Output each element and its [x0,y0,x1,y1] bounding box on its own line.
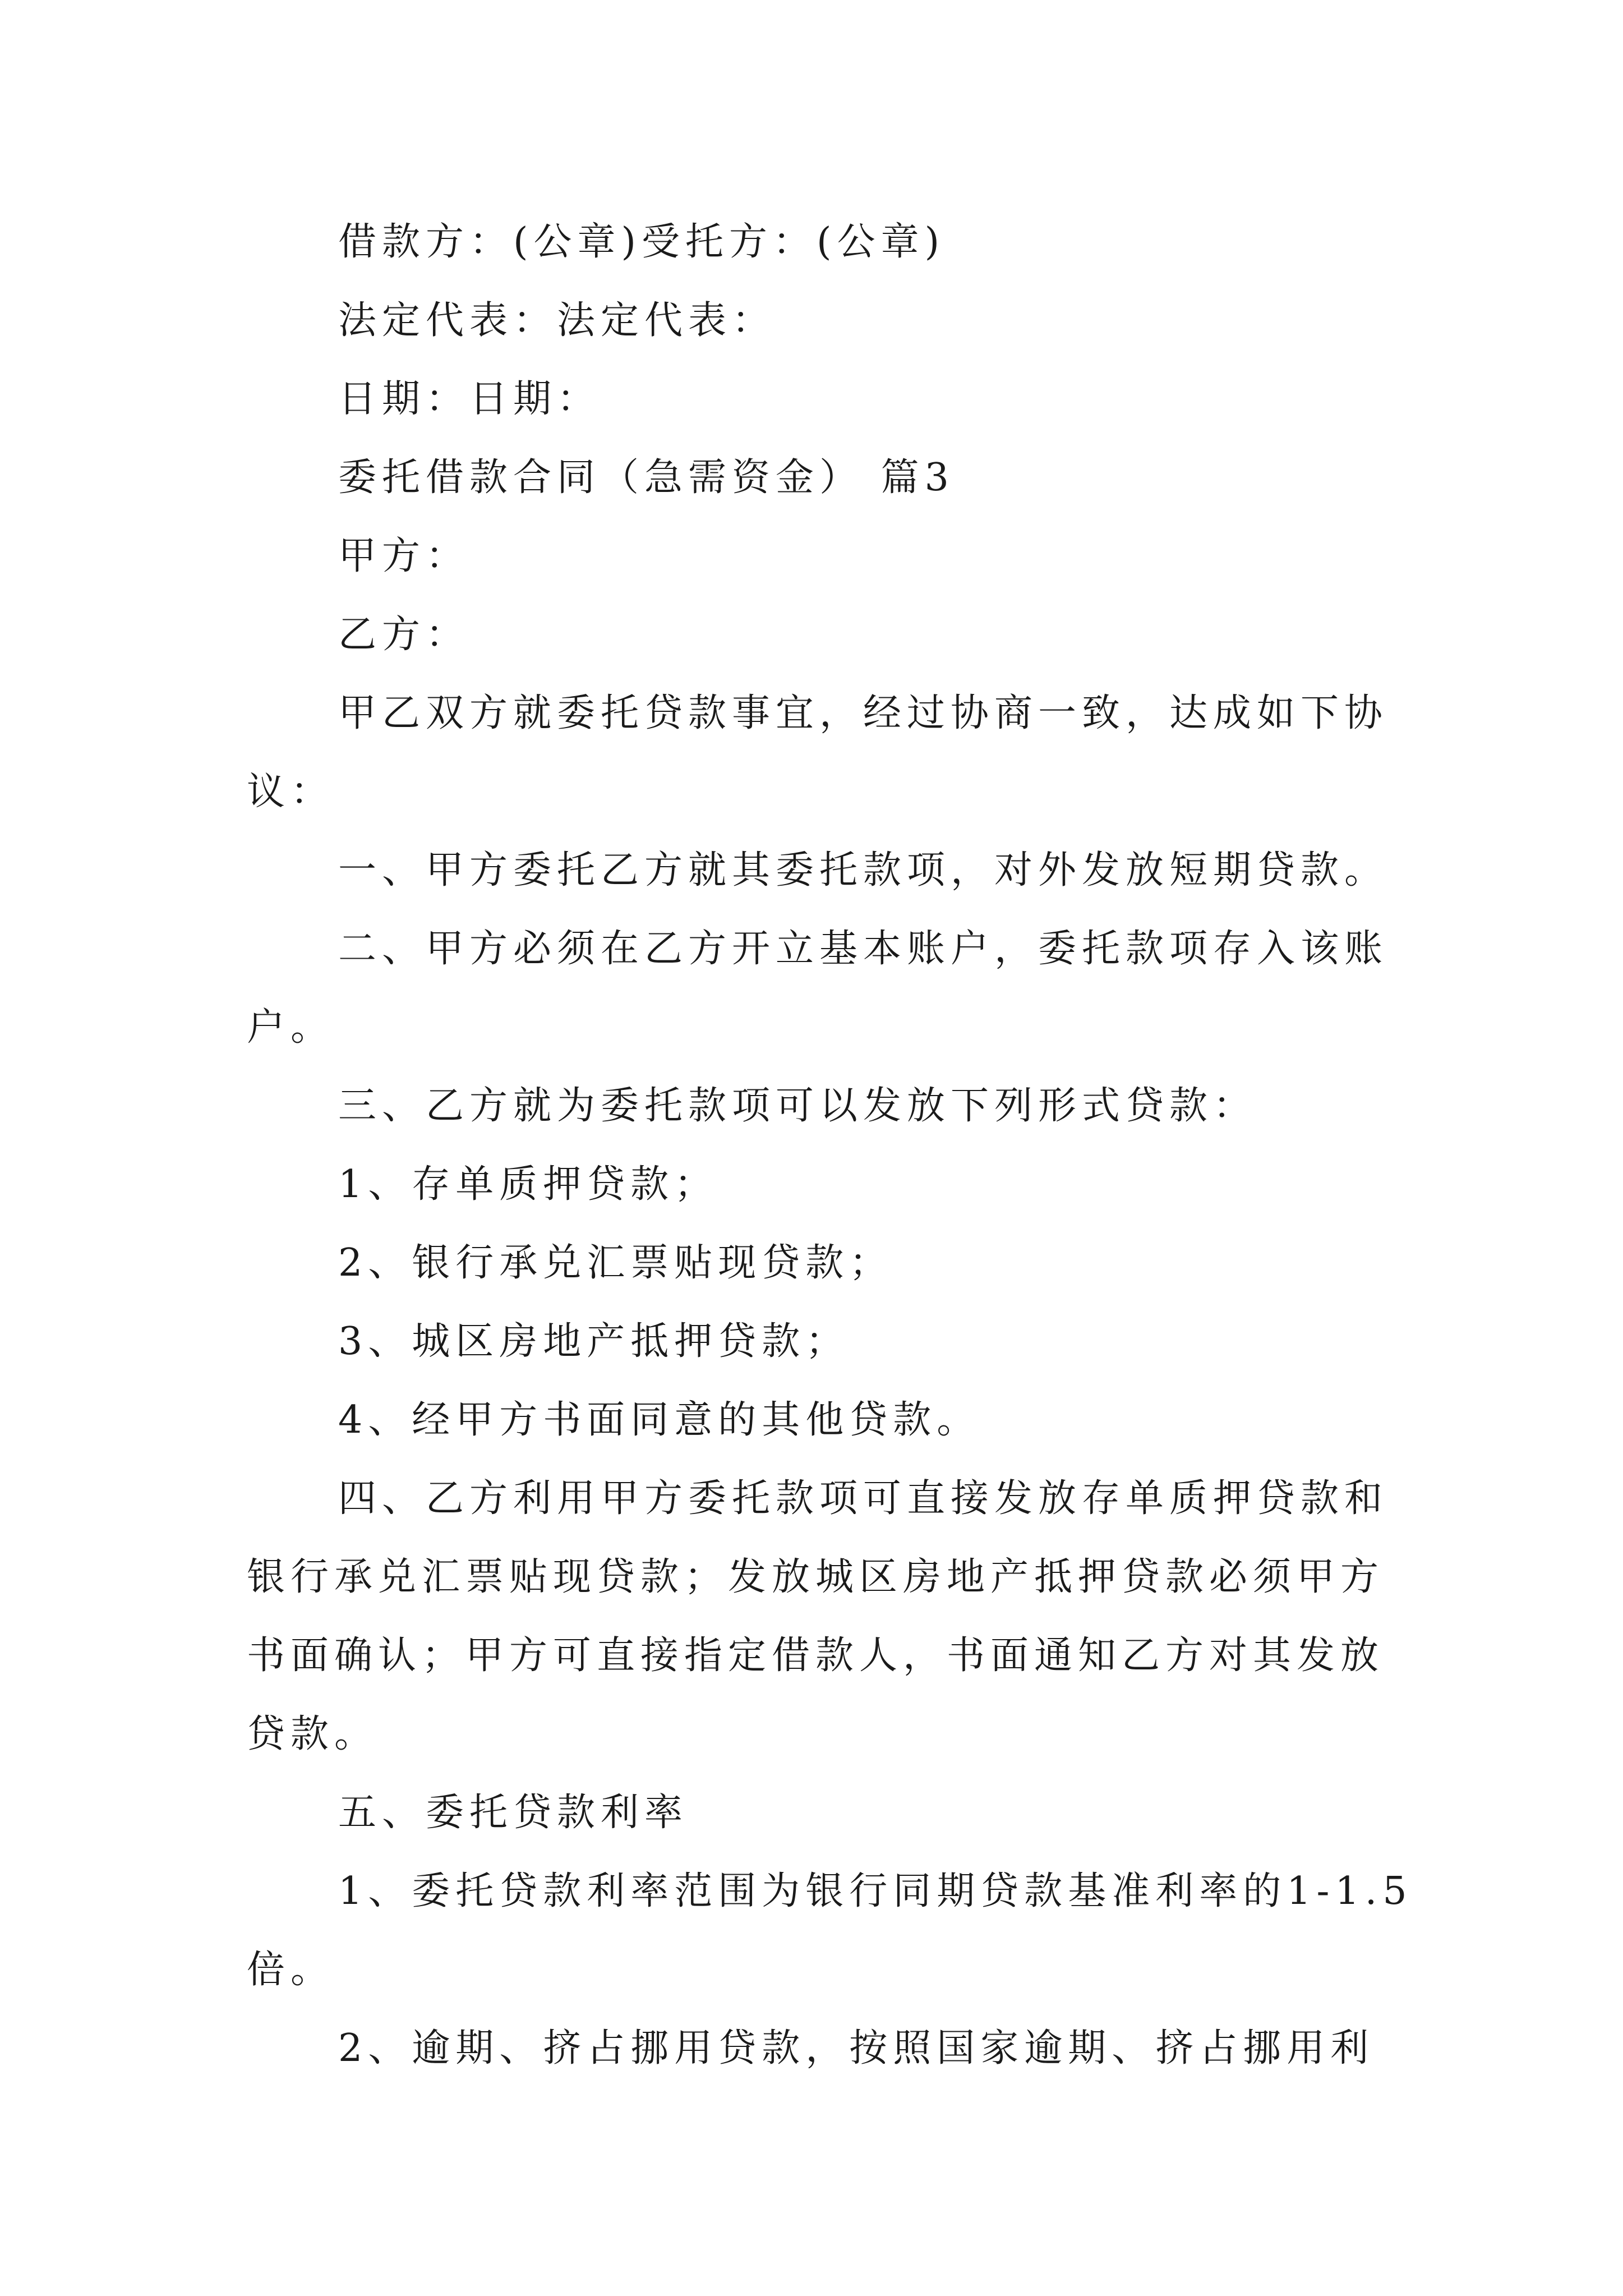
paragraph-intro-line-2: 议： [247,770,335,814]
paragraph-intro-line-1: 甲乙双方就委托贷款事宜，经过协商一致，达成如下协 [338,691,1389,735]
clause-3-item-2: 2、银行承兑汇票贴现贷款； [338,1241,893,1285]
clause-1: 一、甲方委托乙方就其委托款项，对外发放短期贷款。 [338,848,1389,892]
clause-4-line-3: 书面确认；甲方可直接指定借款人，书面通知乙方对其发放 [247,1634,1385,1678]
party-a-line: 甲方： [338,534,470,578]
clause-3-item-1: 1、存单质押贷款； [338,1162,718,1207]
signature-line-parties: 借款方：(公章)受托方：(公章) [338,220,946,264]
clause-4-line-4: 贷款。 [247,1712,379,1756]
signature-line-representatives: 法定代表：法定代表： [338,298,776,343]
clause-3-item-4: 4、经甲方书面同意的其他贷款。 [338,1398,981,1442]
signature-line-dates: 日期：日期： [338,377,601,421]
clause-5-heading: 五、委托贷款利率 [338,1791,689,1835]
clause-3-item-3: 3、城区房地产抵押贷款； [338,1319,850,1364]
clause-5-item-1-line-2: 倍。 [247,1948,335,1992]
clause-5-item-1-line-1: 1、委托贷款利率范围为银行同期贷款基准利率的1-1.5 [338,1869,1413,1913]
section-title: 委托借款合同（急需资金） 篇3 [338,455,955,500]
clause-5-item-2-line-1: 2、逾期、挤占挪用贷款，按照国家逾期、挤占挪用利 [338,2026,1375,2070]
clause-2-line-2: 户。 [247,1005,335,1050]
clause-2-line-1: 二、甲方必须在乙方开立基本账户，委托款项存入该账 [338,927,1389,971]
clause-3: 三、乙方就为委托款项可以发放下列形式贷款： [338,1084,1257,1128]
party-b-line: 乙方： [338,613,470,657]
clause-4-line-2: 银行承兑汇票贴现贷款；发放城区房地产抵押贷款必须甲方 [247,1555,1385,1599]
clause-4-line-1: 四、乙方利用甲方委托款项可直接发放存单质押贷款和 [338,1476,1389,1521]
